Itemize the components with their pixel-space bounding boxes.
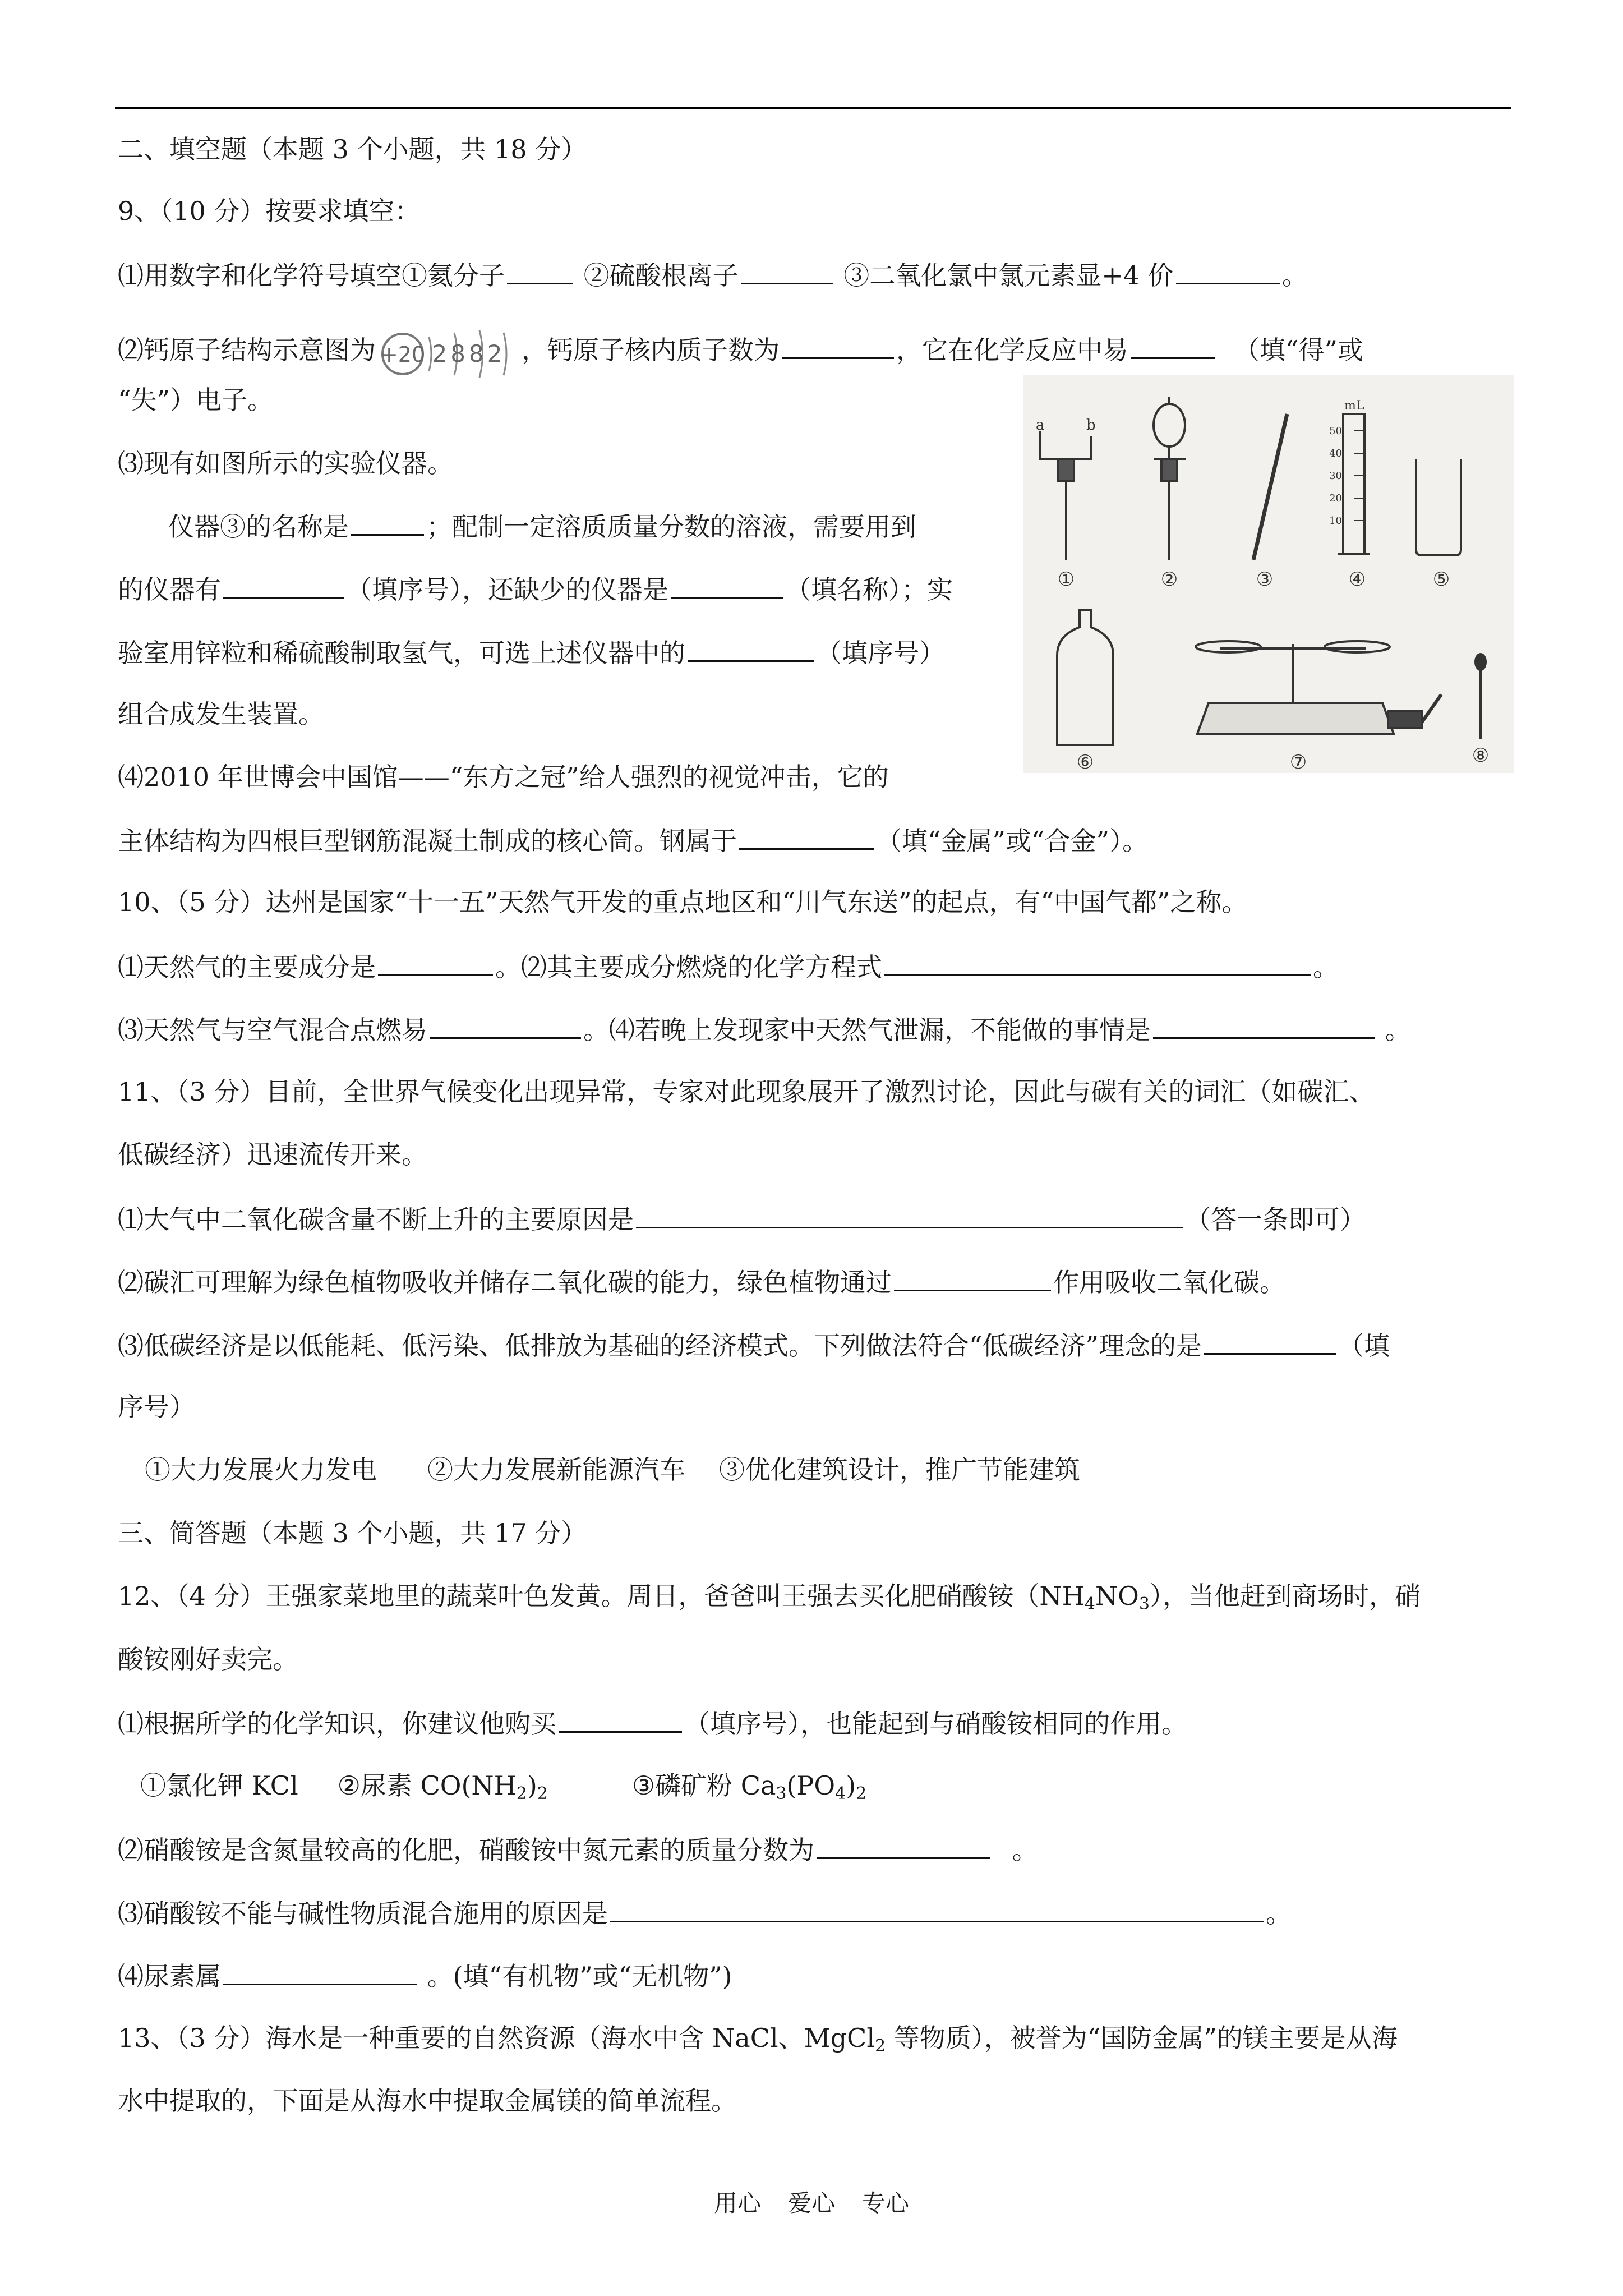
figure-label-3: ③ (1256, 568, 1274, 591)
answer-blank[interactable] (610, 1896, 1264, 1922)
answer-blank[interactable] (1176, 258, 1280, 284)
instrument-5-beaker (1416, 459, 1461, 555)
q11-header: 11、（3 分）目前，全世界气候变化出现异常，专家对此现象展开了激烈讨论，因此与碳有关的词汇（如碳汇、 (118, 1076, 1375, 1107)
figure-label-2: ② (1160, 568, 1178, 591)
svg-text:b: b (1086, 417, 1096, 434)
q12-options (140, 1770, 866, 1810)
q11-option-3: ③优化建筑设计，推广节能建筑 (719, 1455, 1080, 1485)
q12-header: 12、（4 分）王强家菜地里的蔬菜叶色发黄。周日，爸爸叫王强去买化肥硝酸铵$(NH_4NO_3)$，当他赶到商场时，硝 (118, 1581, 1421, 1614)
calcium-atom-diagram (376, 321, 522, 383)
atom-shells: 2882 (432, 340, 506, 367)
instrument-1-stopper (1058, 459, 1074, 481)
lab-instruments-figure (1023, 375, 1514, 773)
answer-blank[interactable] (378, 950, 493, 976)
q11-line3: ⑶低碳经济是以低能耗、低污染、低排放为基础的经济模式。下列做法符合“低碳经济”理念的是 （填 (118, 1328, 1390, 1361)
answer-blank[interactable] (1131, 333, 1215, 359)
q9-part4: ⑷2010 年世博会中国馆——“东方之冠”给人强烈的视觉冲击，它的 (118, 762, 889, 792)
q11-header-cont: 低碳经济）迅速流传开来。 (118, 1139, 427, 1170)
answer-blank[interactable] (817, 1833, 990, 1859)
answer-blank[interactable] (1153, 1013, 1375, 1039)
header-rule (115, 107, 1511, 109)
page-footer: 用心 爱心 专心 (713, 2189, 910, 2217)
answer-blank[interactable] (671, 572, 783, 599)
q13-header: 13、（3 分）海水是一种重要的自然资源（海水中含 NaCl、MgCl$_2$ 等物质），被誉为“国防金属”的镁主要是从海 (118, 2023, 1398, 2056)
answer-blank[interactable] (739, 823, 874, 850)
q10-line2: ⑶天然气与空气混合点燃易 。⑷若晚上发现家中天然气泄漏，不能做的事情是 。 (118, 1013, 1411, 1046)
q11-line1: ⑴大气中二氧化碳含量不断上升的主要原因是 （答一条即可） (118, 1202, 1366, 1235)
answer-blank[interactable] (894, 1265, 1051, 1291)
q12-line1: ⑴根据所学的化学知识，你建议他购买 （填序号），也能起到与硝酸铵相同的作用。 (118, 1706, 1187, 1740)
q12-option-1: ①氯化钾 KCl (140, 1770, 298, 1801)
figure-label-4: ④ (1348, 568, 1366, 591)
answer-blank[interactable] (559, 1706, 682, 1733)
svg-text:40: 40 (1329, 448, 1342, 459)
q10-line1: ⑴天然气的主要成分是 。⑵其主要成分燃烧的化学方程式 。 (118, 950, 1339, 983)
q11-option-2: ②大力发展新能源汽车 (427, 1455, 685, 1485)
q12-line4: ⑷尿素属 。(填“有机物”或“无机物”) (118, 1959, 732, 1992)
q12-line2: ⑵硝酸铵是含氮量较高的化肥，硝酸铵中氮元素的质量分数为 。 (118, 1833, 1038, 1866)
answer-blank[interactable] (636, 1202, 1183, 1228)
svg-text:50: 50 (1329, 425, 1342, 437)
answer-blank[interactable] (223, 572, 344, 599)
instrument-2-bulb (1154, 404, 1185, 447)
balance-right-pan (1325, 641, 1390, 652)
q9-header: 9、（10 分）按要求填空： (118, 196, 421, 226)
answer-blank[interactable] (688, 636, 814, 662)
q11-options (145, 1454, 1080, 1485)
answer-blank[interactable] (884, 950, 1311, 976)
q11-line3-cont: 序号） (118, 1392, 195, 1422)
svg-text:20: 20 (1329, 493, 1342, 504)
answer-blank[interactable] (1204, 1328, 1336, 1355)
q9-part3-line2: 仪器③的名称是 ；配制一定溶质质量分数的溶液，需要用到 (168, 509, 916, 542)
section-3-title: 三、简答题（本题 3 个小题，共 17 分） (118, 1518, 587, 1548)
instrument-3-rod (1253, 414, 1287, 560)
figure-label-5: ⑤ (1432, 568, 1450, 591)
q9-part2: ⑵钙原子结构示意图为 +20 2882 ，钙原子核内质子数为 ，它在化学反应中易 （填“得”或 (118, 321, 1363, 383)
section-2-title: 二、填空题（本题 3 个小题，共 18 分） (118, 134, 587, 164)
svg-text:mL: mL (1344, 399, 1364, 413)
q12-line3: ⑶硝酸铵不能与碱性物质混合施用的原因是 。 (118, 1896, 1292, 1929)
figure-label-8: ⑧ (1472, 744, 1490, 767)
atom-nucleus: +20 (380, 342, 426, 367)
q9-part3-line5: 组合成发生装置。 (118, 699, 324, 729)
q10-header: 10、（5 分）达州是国家“十一五”天然气开发的重点地区和“川气东送”的起点，有“中国气都”之称。 (118, 887, 1248, 917)
answer-blank[interactable] (507, 258, 573, 284)
instrument-6-bottle (1057, 610, 1113, 745)
instrument-4-cylinder (1343, 414, 1364, 554)
q9-part3: ⑶现有如图所示的实验仪器。 (118, 448, 453, 478)
svg-text:10: 10 (1329, 515, 1342, 527)
answer-blank[interactable] (430, 1013, 581, 1039)
q12-header-cont: 酸铵刚好卖完。 (118, 1644, 298, 1674)
q9-part3-line3: 的仪器有 （填序号），还缺少的仪器是 （填名称）；实 (118, 572, 953, 605)
balance-left-pan (1196, 641, 1261, 652)
svg-text:a: a (1036, 417, 1045, 434)
q11-line2: ⑵碳汇可理解为绿色植物吸收并储存二氧化碳的能力，绿色植物通过 作用吸收二氧化碳。 (118, 1265, 1285, 1298)
q11-option-1: ①大力发展火力发电 (145, 1455, 377, 1485)
figure-label-1: ① (1057, 568, 1075, 591)
q9-part3-line4: 验室用锌粒和稀硫酸制取氢气，可选上述仪器中的 （填序号） (118, 636, 945, 669)
answer-blank[interactable] (782, 333, 894, 359)
q9-part1: ⑴用数字和化学符号填空①氦分子 ②硫酸根离子 ③二氧化氯中氯元素显+4 价 。 (118, 258, 1308, 291)
q9-part4-line2: 主体结构为四根巨型钢筋混凝土制成的核心筒。钢属于 （填“金属”或“合金”）。 (118, 823, 1148, 857)
instrument-7-balance-base (1197, 703, 1394, 734)
instrument-1-tube (1040, 431, 1091, 459)
q12-option-2: ②尿素 $CO(NH_2)_2$ (337, 1770, 548, 1803)
q13-header-cont: 水中提取的，下面是从海水中提取金属镁的简单流程。 (118, 2086, 737, 2116)
answer-blank[interactable] (223, 1959, 417, 1985)
answer-blank[interactable] (741, 258, 833, 284)
q9-part2-cont: “失”）电子。 (118, 385, 274, 415)
answer-blank[interactable] (351, 509, 424, 536)
figure-label-7: ⑦ (1289, 751, 1307, 773)
figure-label-6: ⑥ (1076, 751, 1094, 773)
q12-option-3: ③磷矿粉 $Ca_3(PO_4)_2$ (631, 1770, 867, 1803)
svg-text:30: 30 (1329, 470, 1342, 482)
